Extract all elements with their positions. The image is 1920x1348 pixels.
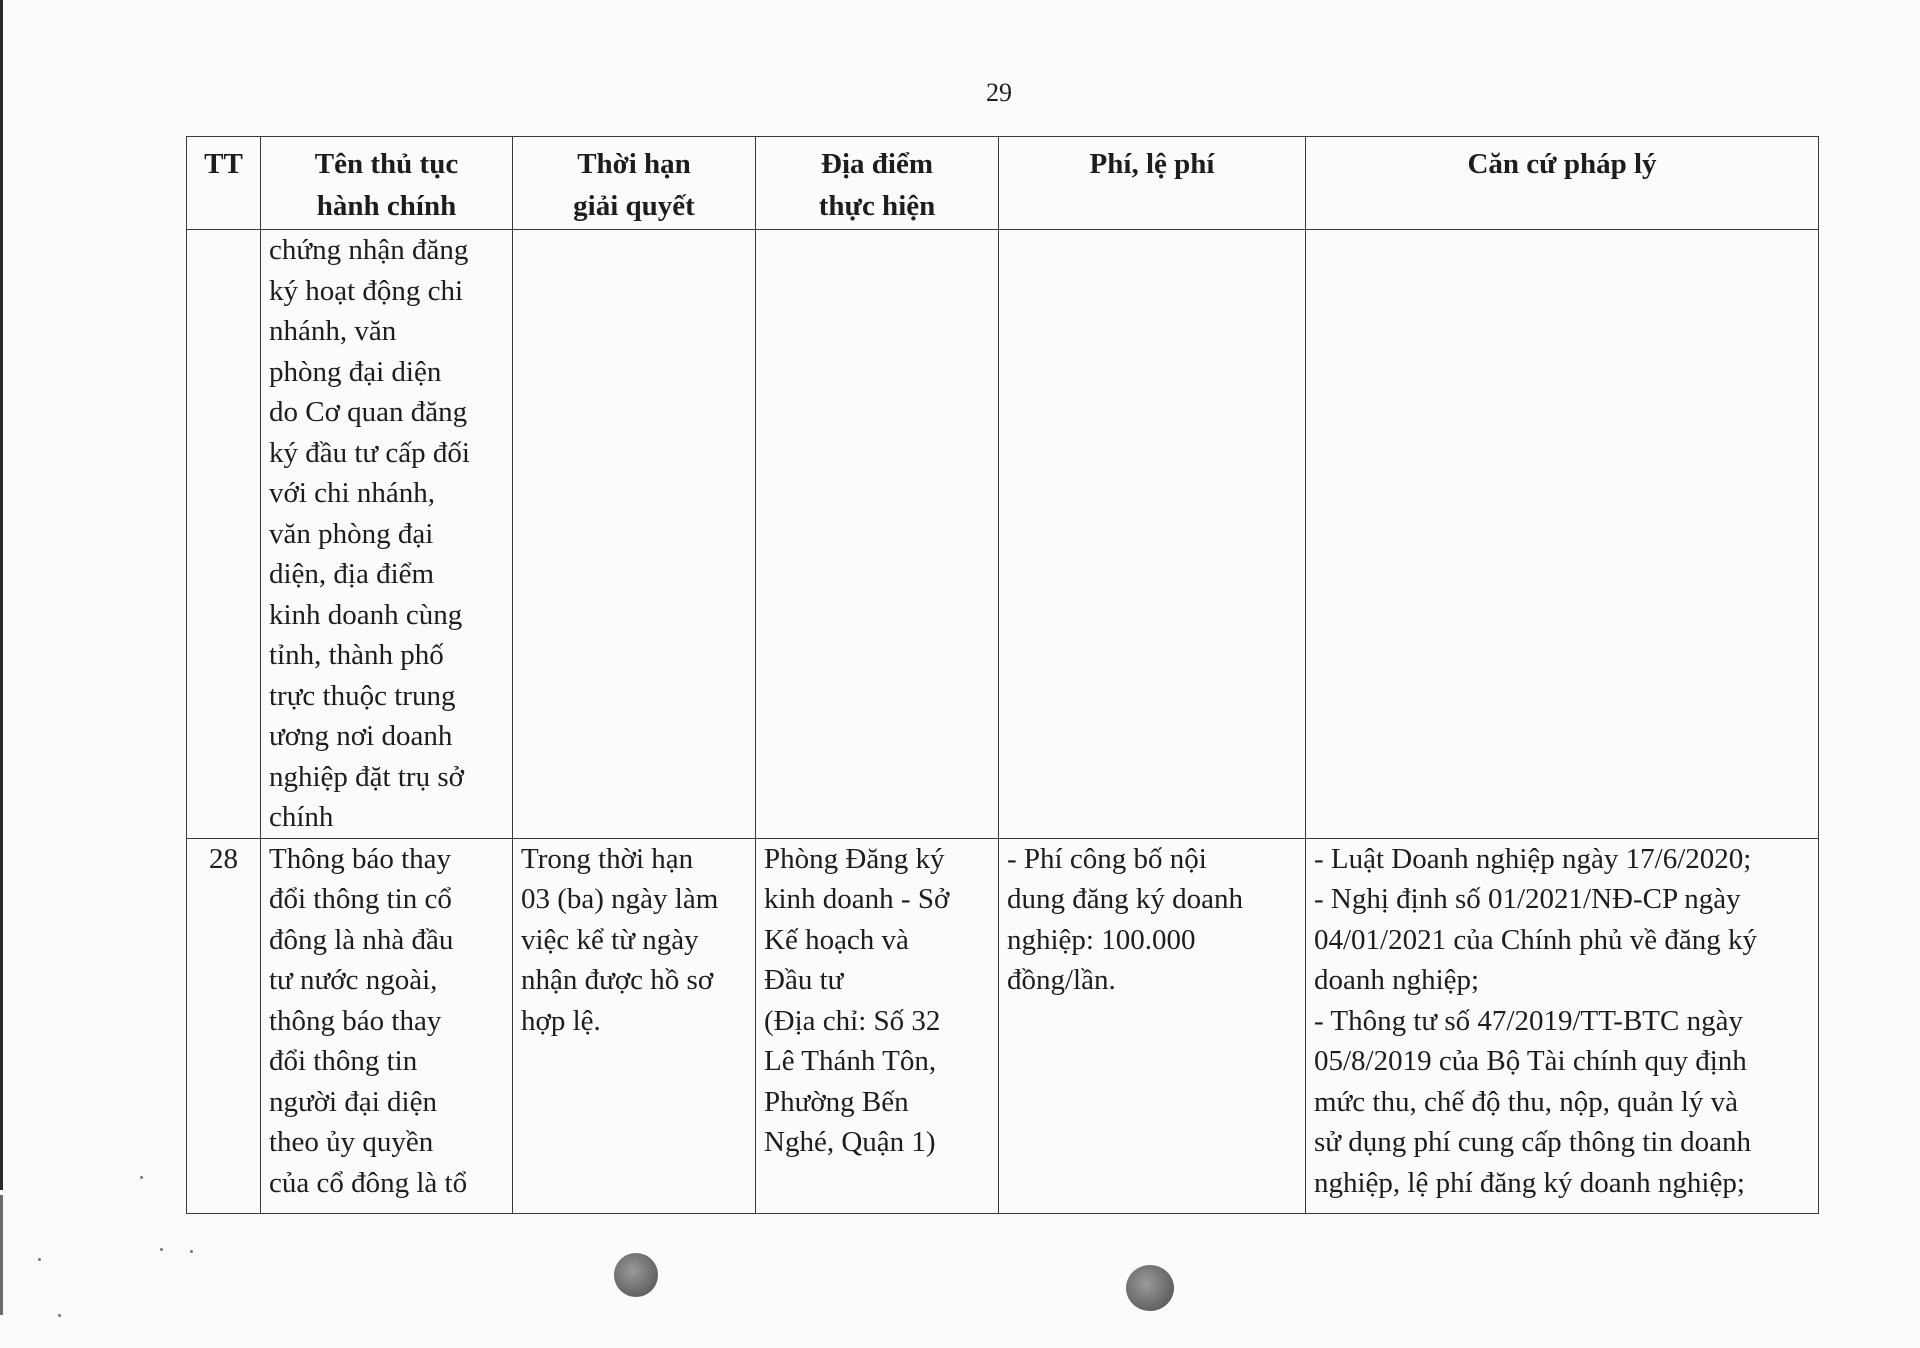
cell-text-line: đồng/lần. (1007, 964, 1116, 996)
cell-fee (999, 230, 1306, 839)
table-row-continuation (187, 230, 1819, 839)
header-place-line: thực hiện (818, 190, 936, 222)
cell-text-line: ký hoạt động chi (269, 274, 464, 307)
header-tt-line: TT (204, 148, 243, 180)
cell-text-line: thông báo thay (269, 1004, 442, 1037)
cell-text-line: 05/8/2019 của Bộ Tài chính quy định (1314, 1045, 1747, 1077)
cell-text-line: kinh doanh - Sở (764, 883, 950, 915)
table-row-28 (187, 838, 1819, 1214)
cell-fee (999, 838, 1306, 1214)
header-time (513, 137, 756, 230)
cell-text-line: tư nước ngoài, (269, 964, 438, 996)
scan-speck (160, 1248, 163, 1251)
header-place-line: Địa điểm (821, 148, 933, 180)
cell-text-line: việc kể từ ngày (521, 923, 699, 956)
header-time-line: giải quyết (573, 190, 695, 222)
cell-text-line: 03 (ba) ngày làm (521, 883, 719, 915)
cell-tt (187, 230, 261, 839)
header-tt (187, 137, 261, 230)
cell-text-line: (Địa chỉ: Số 32 (764, 1004, 941, 1037)
cell-text-line: phòng đại diện (269, 355, 442, 388)
cell-text-line: Lê Thánh Tôn, (764, 1045, 937, 1077)
cell-text-line: 04/01/2021 của Chính phủ về đăng ký (1314, 923, 1758, 956)
cell-text-line: đông là nhà đầu (269, 923, 454, 956)
cell-text-line: nhận được hồ sơ (521, 964, 714, 996)
cell-text-line: Thông báo thay (269, 842, 452, 875)
cell-procedure-name (261, 838, 513, 1214)
punch-hole-right (1126, 1265, 1174, 1311)
header-name-line: Tên thủ tục (314, 148, 459, 180)
cell-text-line: của cổ đông là tổ (269, 1166, 468, 1199)
cell-text-line: Nghé, Quận 1) (764, 1126, 936, 1158)
cell-text-line: mức thu, chế độ thu, nộp, quản lý và (1314, 1085, 1739, 1118)
header-name-line: hành chính (316, 190, 457, 222)
cell-legal (1306, 230, 1819, 839)
cell-text-line: nghiệp đặt trụ sở (269, 760, 464, 793)
cell-place (756, 838, 999, 1214)
cell-text-line: Kế hoạch và (764, 923, 909, 956)
cell-text-line: chính (269, 801, 334, 833)
cell-text-line: theo ủy quyền (269, 1126, 434, 1158)
header-time-line: Thời hạn (577, 148, 691, 180)
scan-speck (38, 1258, 41, 1261)
cell-text-line: trực thuộc trung (269, 679, 456, 712)
header-name (261, 137, 513, 230)
punch-hole-left (614, 1253, 658, 1297)
cell-text-line: - Luật Doanh nghiệp ngày 17/6/2020; (1314, 842, 1752, 875)
cell-text-line: người đại diện (269, 1085, 437, 1118)
header-legal (1306, 137, 1819, 230)
cell-text-line: ương nơi doanh (269, 720, 453, 752)
cell-place (756, 230, 999, 839)
cell-text-line: - Thông tư số 47/2019/TT-BTC ngày (1314, 1004, 1743, 1037)
scan-edge-left (0, 0, 3, 1190)
header-legal-line: Căn cứ pháp lý (1467, 148, 1657, 180)
cell-text-line: kinh doanh cùng (269, 598, 463, 631)
cell-text-line: Phòng Đăng ký (764, 842, 945, 875)
table-header-row (187, 137, 1819, 230)
cell-text-line: Trong thời hạn (521, 842, 694, 875)
header-fee (999, 137, 1306, 230)
cell-text-line: nghiệp, lệ phí đăng ký doanh nghiệp; (1314, 1166, 1745, 1199)
cell-tt: 28 (187, 838, 261, 1214)
scan-edge-left-lower (0, 1195, 3, 1315)
cell-legal (1306, 838, 1819, 1214)
cell-text-line: - Phí công bố nội (1007, 842, 1207, 875)
scan-speck (190, 1250, 193, 1253)
cell-text-line: nhánh, văn (269, 315, 397, 347)
cell-time (513, 230, 756, 839)
cell-text-line: nghiệp: 100.000 (1007, 923, 1196, 956)
cell-text-line: đổi thông tin (269, 1045, 418, 1077)
cell-text-line: do Cơ quan đăng (269, 396, 468, 428)
cell-text-line: Đầu tư (764, 964, 844, 996)
cell-text-line: Phường Bến (764, 1085, 909, 1118)
page-number: 29 (986, 78, 1012, 107)
header-place (756, 137, 999, 230)
header-fee-line: Phí, lệ phí (1089, 148, 1215, 180)
cell-text-line: với chi nhánh, (269, 477, 435, 509)
procedure-table (186, 136, 1819, 1214)
scan-speck (140, 1176, 143, 1179)
cell-time (513, 838, 756, 1214)
cell-text-line: dung đăng ký doanh (1007, 883, 1243, 915)
cell-procedure-name (261, 230, 513, 839)
cell-text-line: sử dụng phí cung cấp thông tin doanh (1314, 1126, 1751, 1158)
cell-text-line: chứng nhận đăng (269, 234, 469, 266)
cell-text-line: văn phòng đại (269, 517, 434, 550)
cell-text-line: - Nghị định số 01/2021/NĐ-CP ngày (1314, 883, 1741, 915)
scan-speck (58, 1314, 61, 1317)
cell-text-line: ký đầu tư cấp đối (269, 436, 470, 469)
cell-text-line: doanh nghiệp; (1314, 964, 1480, 996)
cell-text-line: hợp lệ. (521, 1004, 601, 1037)
cell-text-line: diện, địa điểm (269, 558, 435, 590)
cell-text-line: tỉnh, thành phố (269, 639, 444, 671)
cell-text-line: đổi thông tin cổ (269, 883, 452, 915)
